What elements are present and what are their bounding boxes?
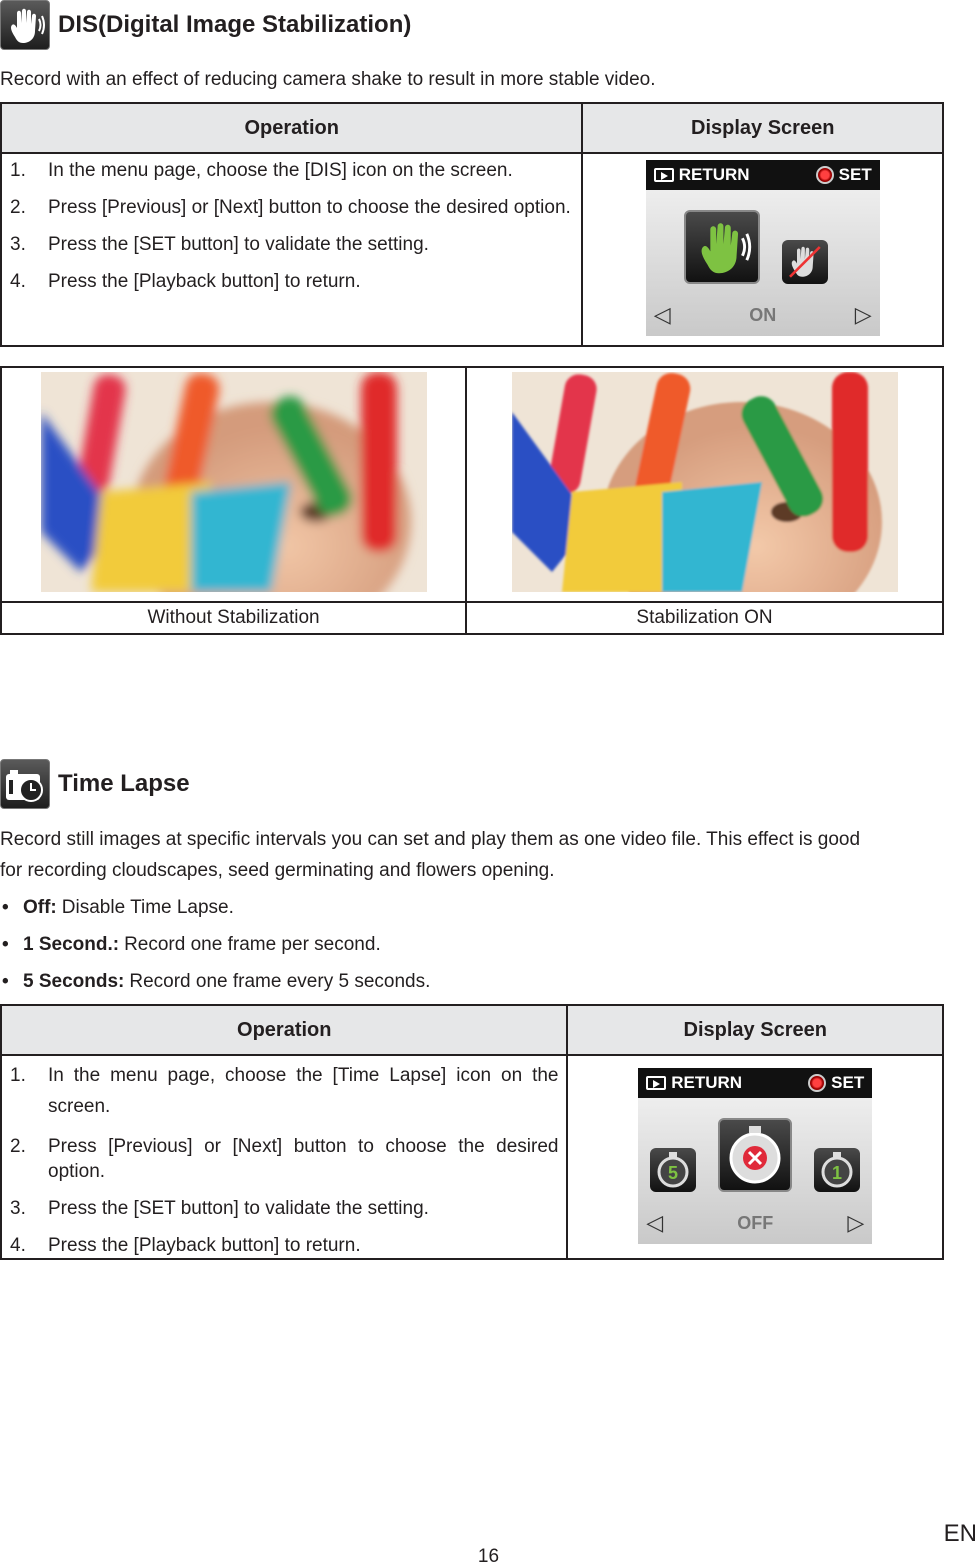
timelapse-lcd-screen — [638, 1068, 872, 1244]
return-label: RETURN — [678, 165, 750, 184]
caption-stabilization-on: Stabilization ON — [466, 602, 943, 634]
dis-operation-table — [0, 102, 944, 347]
step-item: 4. Press the [Playback button] to return. — [10, 1235, 361, 1256]
step-item: 3. Press the [SET button] to validate the setting. — [10, 1198, 429, 1219]
timelapse-1s-option[interactable] — [814, 1148, 860, 1192]
caption-without-stabilization: Without Stabilization — [1, 602, 466, 634]
dis-steps-cell — [1, 153, 582, 346]
display-screen-header: Display Screen — [567, 1005, 943, 1055]
list-item: • Off: Disable Time Lapse. — [2, 897, 234, 918]
return-icon — [654, 168, 674, 182]
timelapse-steps-cell — [1, 1055, 567, 1259]
timelapse-title: Time Lapse — [58, 770, 190, 797]
timer-off-icon — [720, 1120, 790, 1190]
step-item: 2. Press [Previous] or [Next] button to choose the desired option. — [10, 1136, 559, 1182]
dis-lcd-screen — [646, 160, 880, 336]
operation-header: Operation — [1, 103, 582, 153]
previous-arrow-icon[interactable]: ◁ — [653, 302, 671, 327]
time-lapse-icon — [0, 759, 50, 809]
step-item: 4. Press the [Playback button] to return. — [10, 271, 361, 292]
dis-section-header — [0, 0, 411, 50]
timelapse-5s-option[interactable] — [650, 1148, 696, 1192]
return-icon — [646, 1076, 666, 1090]
dis-screen-cell — [582, 153, 943, 346]
photo-stabilization-on-cell — [466, 367, 943, 602]
record-icon — [808, 1074, 826, 1092]
comparison-table — [0, 366, 944, 635]
timer-5-icon — [650, 1148, 696, 1192]
dis-intro: Record with an effect of reducing camera shake to result in more stable video. — [0, 69, 656, 90]
step-item: 1. In the menu page, choose the [DIS] icon on the screen. — [10, 160, 513, 181]
hand-stabilization-icon — [0, 0, 50, 50]
return-label: RETURN — [671, 1073, 743, 1092]
set-label: SET — [838, 165, 872, 184]
blurred-child-hand-photo — [41, 372, 427, 592]
dis-off-option[interactable] — [782, 240, 828, 284]
dis-title: DIS(Digital Image Stabilization) — [58, 11, 412, 38]
list-item: • 1 Second.: Record one frame per second. — [2, 934, 381, 955]
timelapse-intro-line1: Record still images at specific intervals you can set and play them as one video file. This effect is good — [0, 829, 861, 850]
hand-on-icon — [686, 212, 758, 282]
svg-text:1: 1 — [832, 1163, 843, 1183]
next-arrow-icon[interactable]: ▷ — [854, 302, 872, 327]
page-number: 16 — [477, 1546, 500, 1565]
timelapse-operation-table — [0, 1004, 944, 1260]
step-item: 1. In the menu page, choose the [Time Lapse] icon on the screen. — [10, 1065, 559, 1117]
operation-header: Operation — [1, 1005, 567, 1055]
timelapse-screen-cell — [567, 1055, 943, 1259]
hand-off-icon — [782, 240, 826, 282]
set-label: SET — [831, 1073, 865, 1092]
sharp-child-hand-photo — [512, 372, 898, 592]
list-item: • 5 Seconds: Record one frame every 5 seconds. — [2, 971, 431, 992]
svg-text:5: 5 — [668, 1163, 679, 1183]
dis-on-option[interactable] — [684, 210, 760, 284]
step-item: 3. Press the [SET button] to validate the setting. — [10, 234, 429, 255]
timelapse-options-list — [0, 893, 430, 1004]
dis-value: ON — [749, 305, 777, 325]
timelapse-value: OFF — [737, 1213, 774, 1233]
previous-arrow-icon[interactable]: ◁ — [646, 1210, 664, 1235]
timelapse-intro-line2: for recording cloudscapes, seed germinating and flowers opening. — [0, 860, 555, 881]
record-icon — [816, 166, 834, 184]
step-item: 2. Press [Previous] or [Next] button to choose the desired option. — [10, 197, 571, 218]
next-arrow-icon[interactable]: ▷ — [847, 1210, 865, 1235]
lcd-top-bar — [638, 1068, 872, 1098]
timelapse-off-option[interactable] — [718, 1118, 792, 1192]
language-label: EN — [943, 1520, 977, 1547]
lcd-top-bar — [646, 160, 880, 190]
timer-1-icon — [814, 1148, 860, 1192]
timelapse-intro — [0, 824, 860, 886]
photo-without-stabilization-cell — [1, 367, 466, 602]
timelapse-section-header — [0, 759, 190, 809]
display-screen-header: Display Screen — [582, 103, 943, 153]
